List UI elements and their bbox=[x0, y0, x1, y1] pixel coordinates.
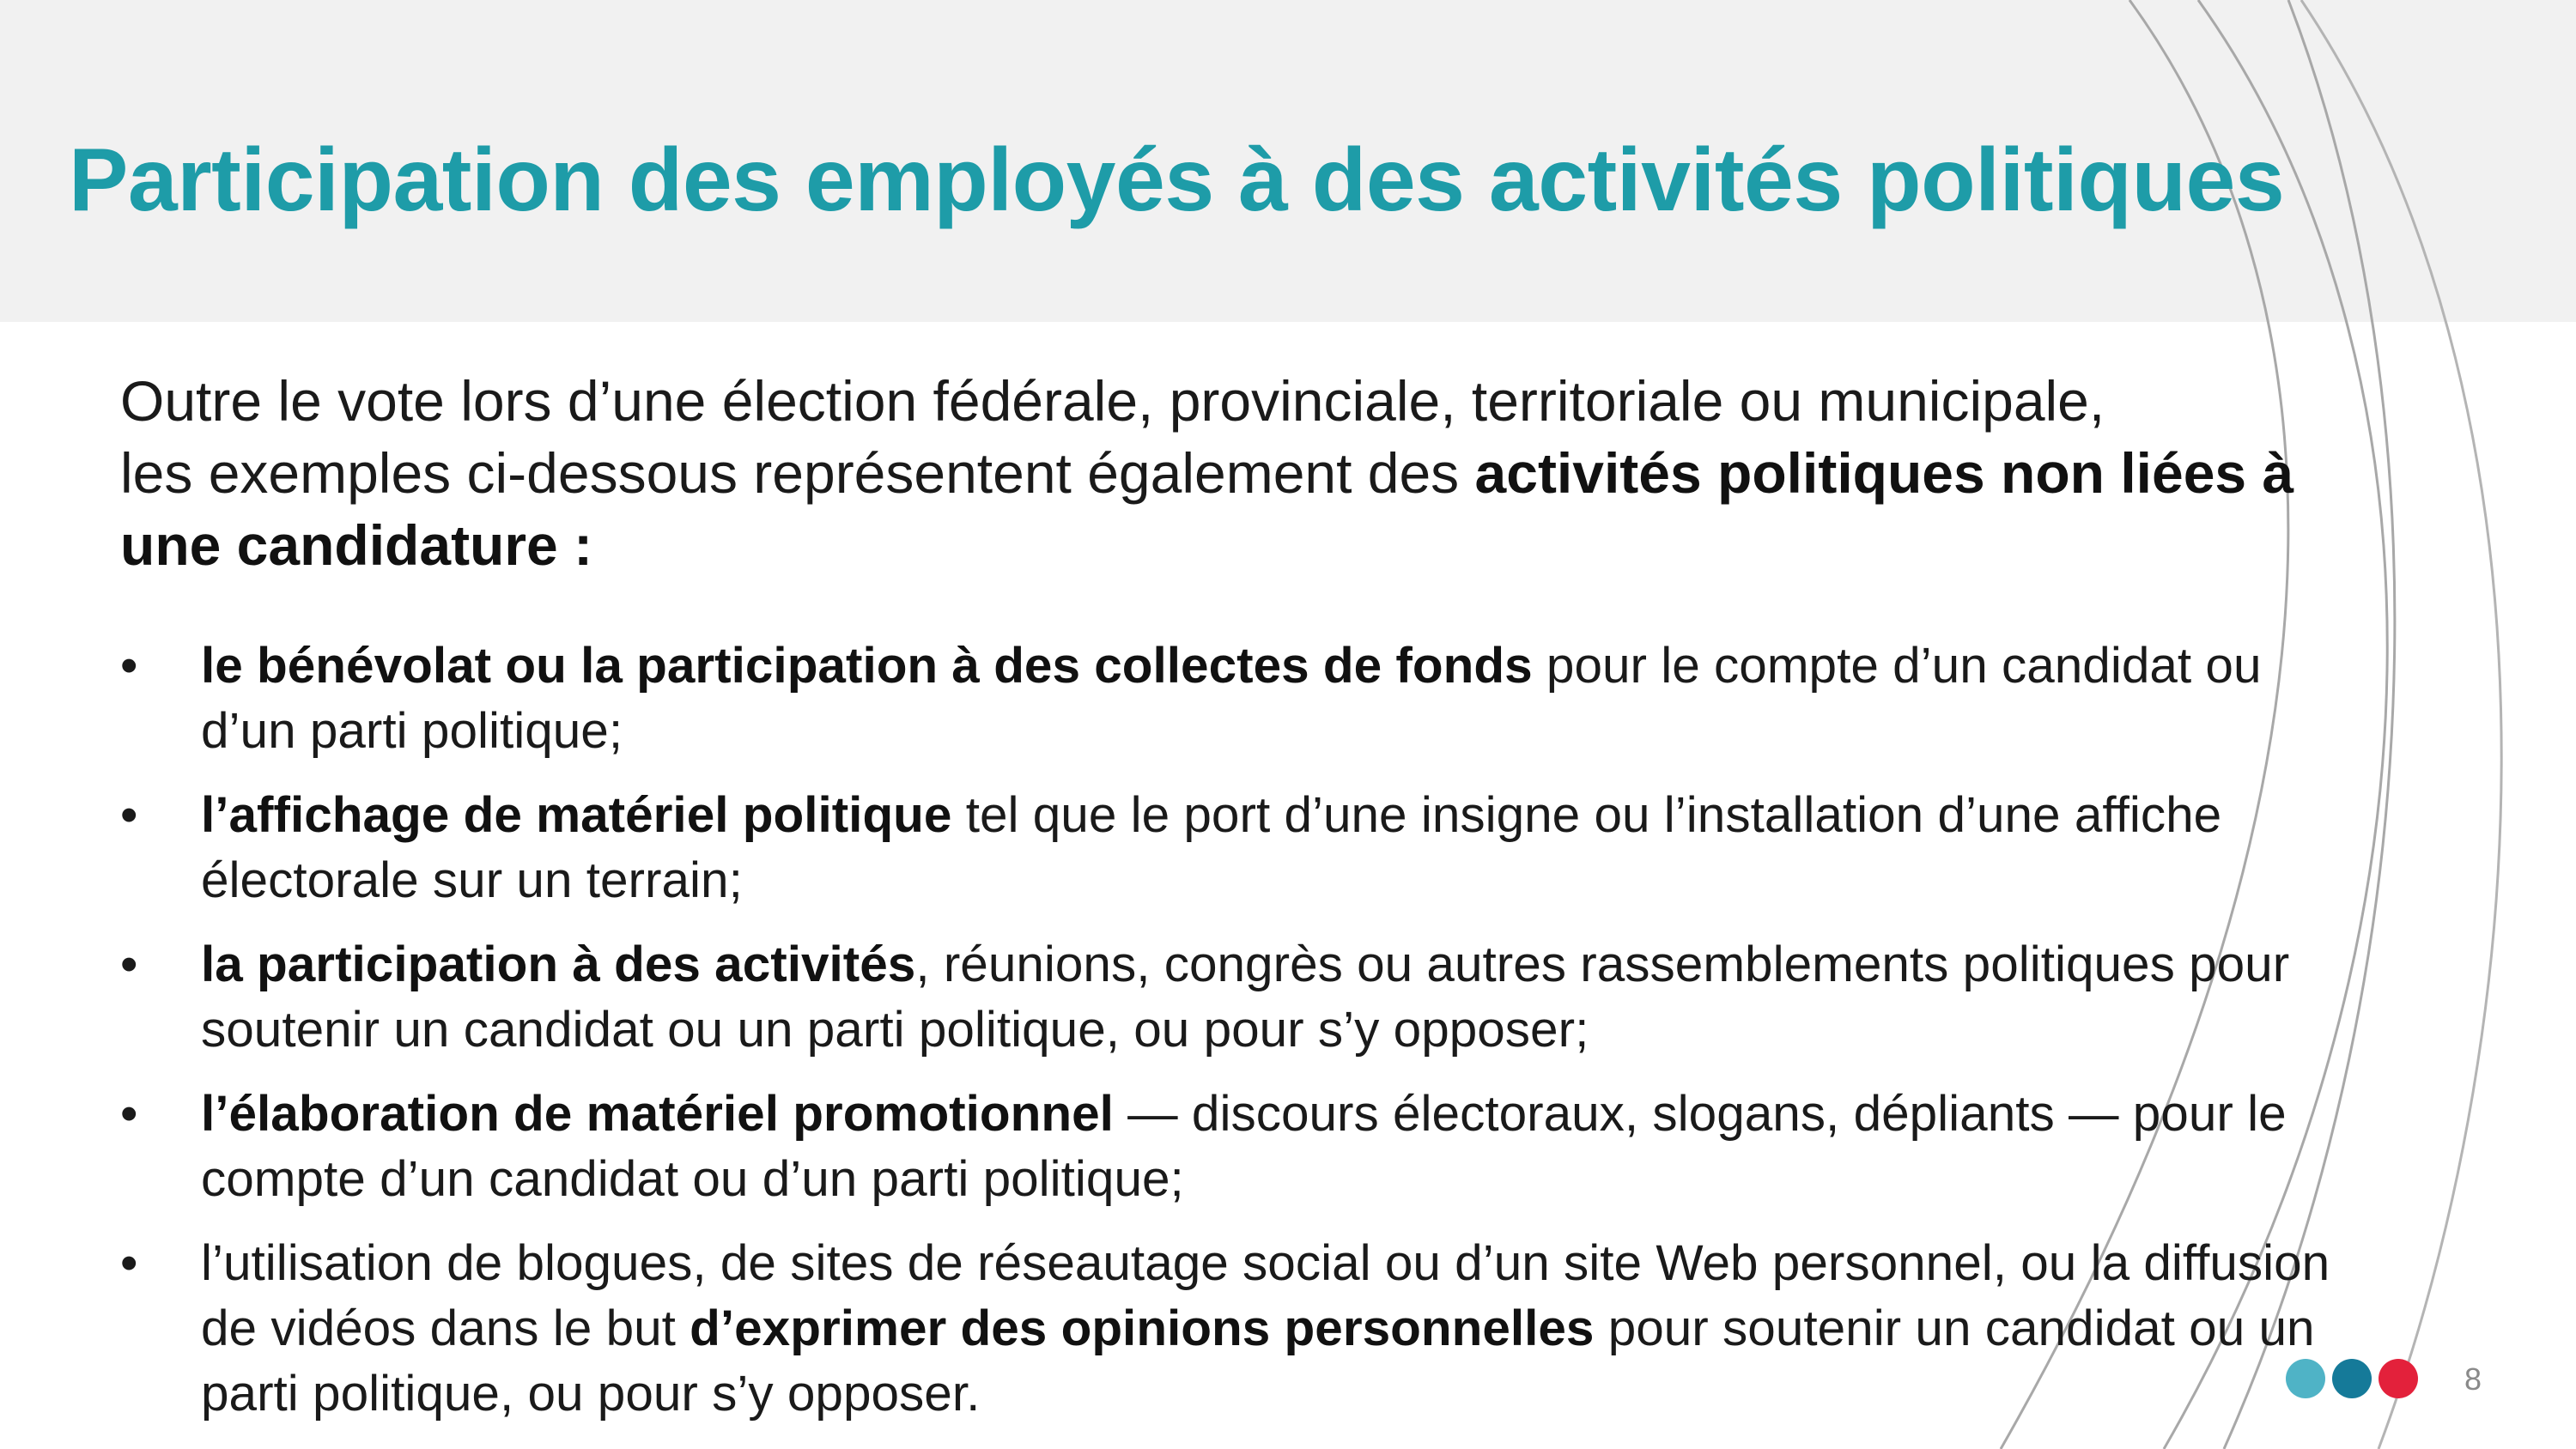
intro-line-1: Outre le vote lors d’une élection fédérale, provinciale, territoriale ou municipale, bbox=[120, 369, 2105, 433]
bullet-list bbox=[120, 634, 2353, 1446]
bullet-text: — discours électoraux, slogans, dépliants — pour le compte d’un candidat ou d’un parti politique; bbox=[201, 1086, 2287, 1207]
bullet-bold-lead: la participation à des activités bbox=[201, 937, 916, 992]
intro-emphasis: activités politiques non liées à une candidature : bbox=[120, 441, 2294, 577]
brand-dots bbox=[2286, 1359, 2418, 1398]
list-item bbox=[120, 634, 2353, 764]
bullet-bold-mid: d’exprimer des opinions personnelles bbox=[690, 1300, 1595, 1356]
intro-line-2: les exemples ci-dessous représentent également des bbox=[120, 441, 1475, 505]
page-number: 8 bbox=[2464, 1361, 2482, 1397]
bullet-marker: • bbox=[120, 787, 138, 843]
brand-dot-light-blue bbox=[2286, 1359, 2325, 1398]
bullet-bold-lead: l’élaboration de matériel promotionnel bbox=[201, 1086, 1114, 1142]
bullet-text: pour soutenir un candidat ou un parti politique, ou pour s’y opposer. bbox=[201, 1300, 2315, 1422]
list-item bbox=[120, 783, 2353, 913]
bullet-text: tel que le port d’une insigne ou l’installation d’une affiche électorale sur un terrain; bbox=[201, 787, 2222, 908]
intro-paragraph bbox=[120, 365, 2318, 581]
bullet-bold-lead: l’affichage de matériel politique bbox=[201, 787, 952, 843]
bullet-bold-lead: le bénévolat ou la participation à des collectes de fonds bbox=[201, 638, 1533, 694]
bullet-marker: • bbox=[120, 638, 138, 694]
list-item bbox=[120, 932, 2353, 1063]
bullet-text: l’utilisation de blogues, de sites de réseautage social ou d’un site Web personnel, ou la diffusion de vidéos dans le but bbox=[201, 1235, 2330, 1356]
bullet-marker: • bbox=[120, 1235, 138, 1291]
brand-dot-dark-blue bbox=[2332, 1359, 2372, 1398]
brand-dot-red bbox=[2379, 1359, 2418, 1398]
bullet-text: , réunions, congrès ou autres rassemblements politiques pour soutenir un candidat ou un parti politique, ou pour s’y opposer; bbox=[201, 937, 2290, 1058]
list-item bbox=[120, 1082, 2353, 1212]
list-item bbox=[120, 1231, 2353, 1427]
slide-title: Participation des employés à des activités politiques bbox=[69, 130, 2285, 230]
bullet-marker: • bbox=[120, 937, 138, 992]
bullet-marker: • bbox=[120, 1086, 138, 1142]
bullet-text: pour le compte d’un candidat ou d’un parti politique; bbox=[201, 638, 2262, 759]
